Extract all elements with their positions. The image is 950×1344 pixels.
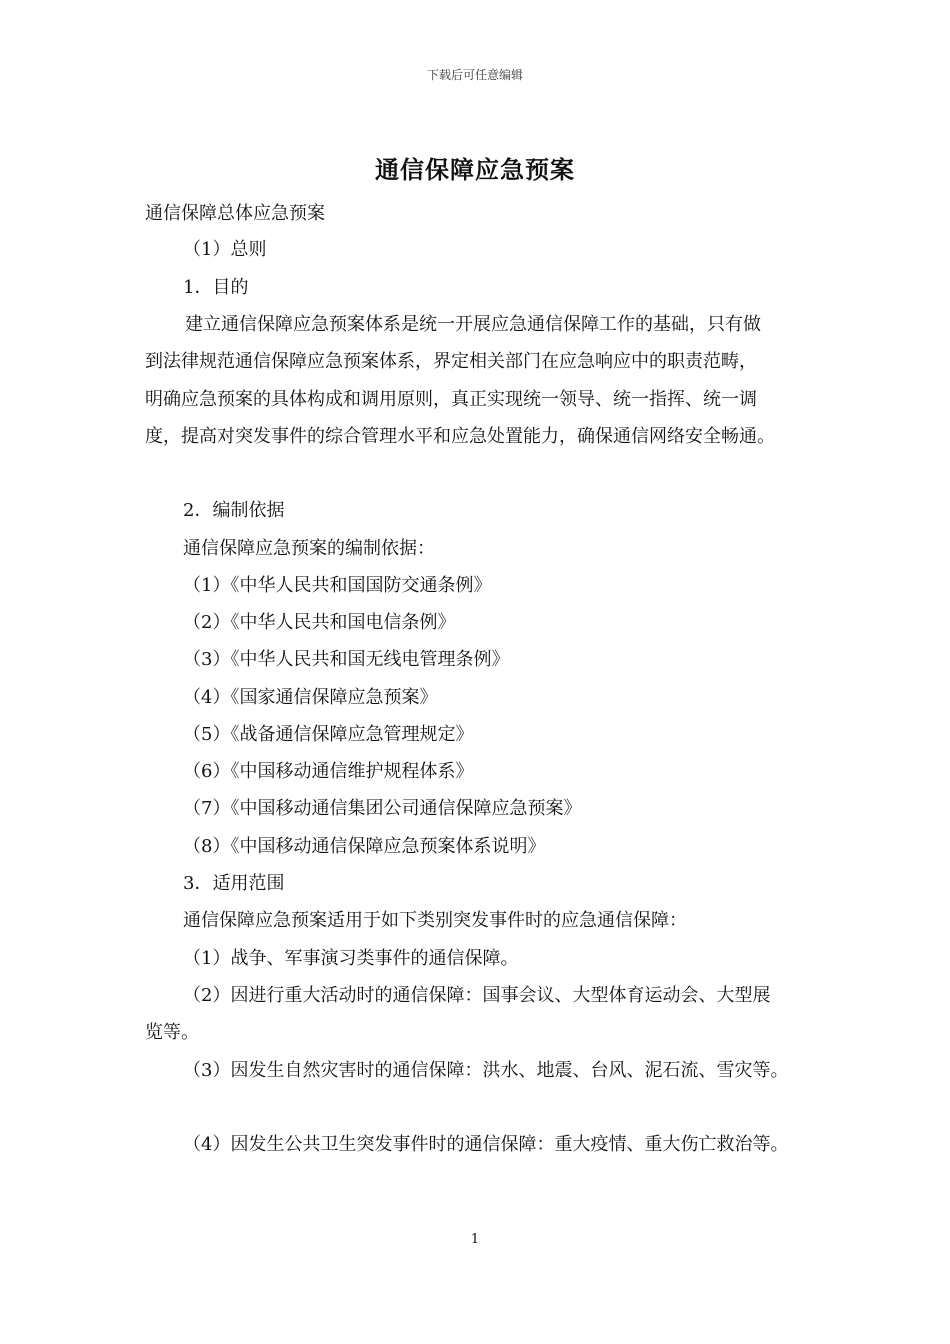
- item-heading-basis: 2．编制依据: [183, 500, 285, 521]
- basis-list-item: （4）《国家通信保障应急预案》: [183, 687, 438, 708]
- page-header-note: 下载后可任意编辑: [426, 68, 523, 82]
- basis-list-item: （6）《中国移动通信维护规程体系》: [183, 761, 474, 782]
- scope-item-continuation: 览等。: [145, 1022, 199, 1043]
- purpose-paragraph-line: 度，提高对突发事件的综合管理水平和应急处置能力，确保通信网络安全畅通。: [145, 426, 775, 447]
- section-heading-general: （1）总则: [183, 239, 267, 260]
- basis-list-item: （8）《中国移动通信保障应急预案体系说明》: [183, 836, 546, 857]
- scope-item: （4）因发生公共卫生突发事件时的通信保障：重大疫情、重大伤亡救治等。: [183, 1134, 789, 1155]
- basis-intro: 通信保障应急预案的编制依据：: [183, 538, 435, 559]
- purpose-paragraph-line: 建立通信保障应急预案体系是统一开展应急通信保障工作的基础，只有做: [185, 314, 761, 335]
- basis-list-item: （2）《中华人民共和国电信条例》: [183, 612, 456, 633]
- scope-item: （3）因发生自然灾害时的通信保障：洪水、地震、台风、泥石流、雪灾等。: [183, 1060, 789, 1081]
- item-heading-scope: 3．适用范围: [183, 873, 285, 894]
- scope-item: （2）因进行重大活动时的通信保障：国事会议、大型体育运动会、大型展: [183, 985, 771, 1006]
- basis-list-item: （7）《中国移动通信集团公司通信保障应急预案》: [183, 798, 582, 819]
- scope-item: （1）战争、军事演习类事件的通信保障。: [183, 948, 519, 969]
- basis-list-item: （5）《战备通信保障应急管理规定》: [183, 724, 474, 745]
- page-number: 1: [470, 1232, 480, 1247]
- purpose-paragraph-line: 明确应急预案的具体构成和调用原则，真正实现统一领导、统一指挥、统一调: [145, 389, 757, 410]
- basis-list-item: （1）《中华人民共和国国防交通条例》: [183, 575, 492, 596]
- purpose-paragraph-line: 到法律规范通信保障应急预案体系，界定相关部门在应急响应中的职责范畴，: [145, 351, 757, 372]
- document-title: 通信保障应急预案: [375, 156, 575, 184]
- document-subtitle: 通信保障总体应急预案: [145, 203, 325, 224]
- scope-intro: 通信保障应急预案适用于如下类别突发事件时的应急通信保障：: [183, 910, 687, 931]
- basis-list-item: （3）《中华人民共和国无线电管理条例》: [183, 649, 510, 670]
- item-heading-purpose: 1．目的: [183, 277, 249, 298]
